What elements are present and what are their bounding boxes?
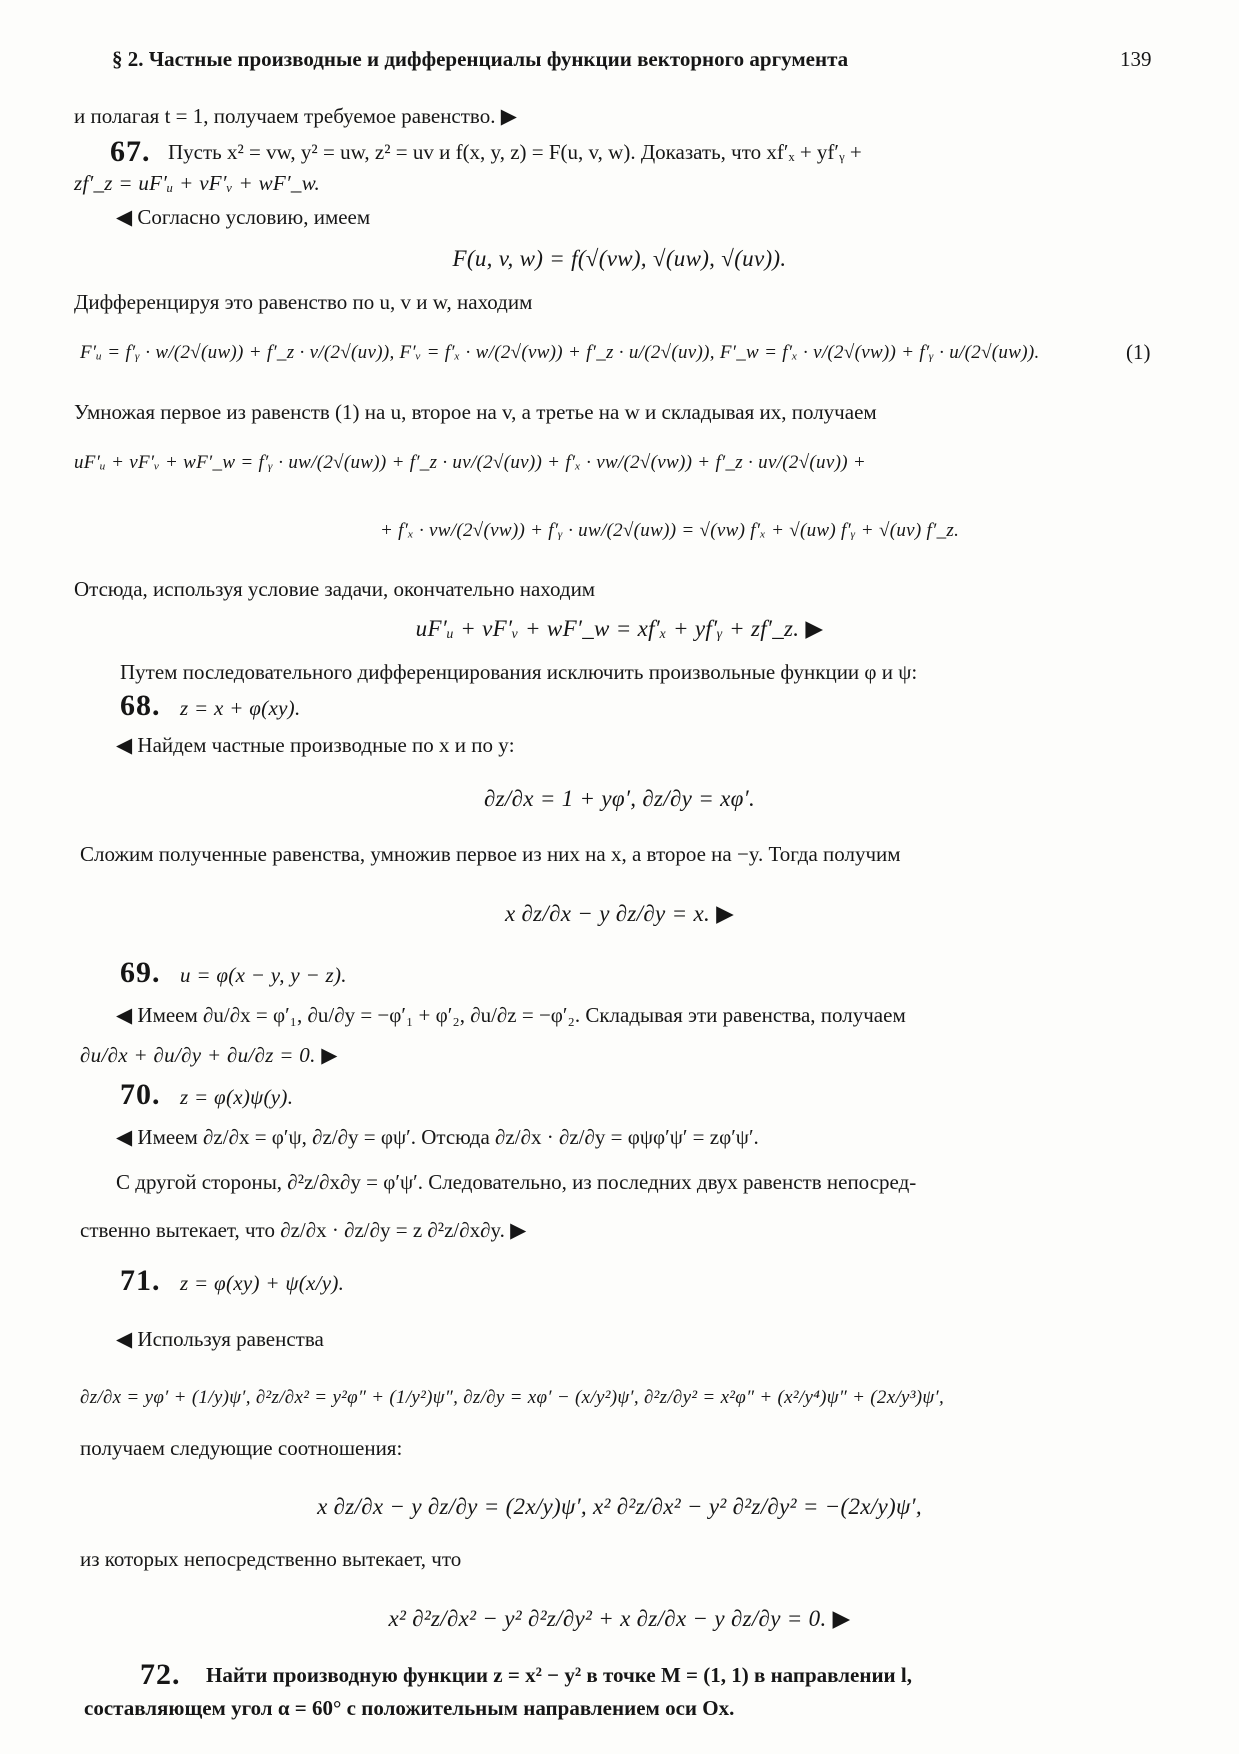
problem-68-solution-intro: ◀ Найдем частные производные по x и по y:	[116, 733, 515, 757]
problem-67-sum-line-1: uF′ᵤ + vF′ᵥ + wF′_w = f′ᵧ · uw/(2√(uw)) + f′_z · uv/(2√(uv)) + f′ₓ · vw/(2√(vw)) + f′_z · uv/(2√(uv)) +	[74, 452, 867, 473]
problem-68-number: 68.	[120, 689, 161, 722]
problem-67-solution-intro: ◀ Согласно условию, имеем	[116, 205, 371, 229]
problem-67-number: 67.	[110, 135, 151, 168]
problem-72-statement-line-1: Найти производную функции z = x² − y² в точке M = (1, 1) в направлении l,	[206, 1663, 912, 1687]
problems-68-71-intro: Путем последовательного дифференцирования исключить произвольные функции φ и ψ:	[120, 660, 918, 684]
problem-69-statement: u = φ(x − y, y − z).	[180, 963, 347, 987]
problem-67-sum-line-2: + f′ₓ · vw/(2√(vw)) + f′ᵧ · uw/(2√(uw)) = √(vw) f′ₓ + √(uw) f′ᵧ + √(uv) f′_z.	[380, 520, 960, 541]
problem-70-number: 70.	[120, 1078, 161, 1111]
running-header-title: § 2. Частные производные и дифференциалы функции векторного аргумента	[112, 47, 849, 71]
intro-line: и полагая t = 1, получаем требуемое равенство. ▶	[74, 104, 517, 128]
problem-68-statement: z = x + φ(xy).	[180, 696, 301, 720]
problem-72-statement-line-2: составляющем угол α = 60° с положительным направлением оси Ox.	[84, 1696, 735, 1720]
problem-71-formula-3: x² ∂²z/∂x² − y² ∂²z/∂y² + x ∂z/∂x − y ∂z/∂y = 0. ▶	[388, 1606, 851, 1631]
problem-71-text-3: из которых непосредственно вытекает, что	[80, 1547, 462, 1571]
equation-label-1: (1)	[1126, 340, 1151, 364]
problem-71-formula-1: ∂z/∂x = yφ′ + (1/y)ψ′, ∂²z/∂x² = y²φ″ + (1/y²)ψ″, ∂z/∂y = xφ′ − (x/y²)ψ′, ∂²z/∂y² = x²φ″ + (x²/y⁴)ψ″ + (2x/y³)ψ′,	[80, 1387, 944, 1408]
problem-69-number: 69.	[120, 956, 161, 989]
problem-67-formula-F: F(u, v, w) = f(√(vw), √(uw), √(uv)).	[452, 246, 787, 271]
problem-67-formula-1: F′ᵤ = f′ᵧ · w/(2√(uw)) + f′_z · v/(2√(uv)), F′ᵥ = f′ₓ · w/(2√(vw)) + f′_z · u/(2√(uv)), F′_w = f′ₓ · v/(2√(vw)) + f′ᵧ · u/(2√(uw)).	[80, 342, 1040, 363]
problem-71-statement: z = φ(xy) + ψ(x/y).	[180, 1271, 345, 1295]
problem-71-formula-2: x ∂z/∂x − y ∂z/∂y = (2x/y)ψ′, x² ∂²z/∂x² − y² ∂²z/∂y² = −(2x/y)ψ′,	[317, 1494, 922, 1519]
problem-71-solution-intro: ◀ Используя равенства	[116, 1327, 324, 1351]
problem-68-formula-1: ∂z/∂x = 1 + yφ′, ∂z/∂y = xφ′.	[484, 786, 755, 811]
problem-69-solution-line-2: ∂u/∂x + ∂u/∂y + ∂u/∂z = 0. ▶	[80, 1043, 338, 1067]
problem-71-text-2: получаем следующие соотношения:	[80, 1436, 403, 1460]
problem-67-final-text: Отсюда, используя условие задачи, окончательно находим	[74, 577, 596, 601]
problem-68-text-2: Сложим полученные равенства, умножив первое из них на x, а второе на −y. Тогда получим	[80, 842, 901, 866]
problem-67-final-formula: uF′ᵤ + vF′ᵥ + wF′_w = xf′ₓ + yf′ᵧ + zf′_z. ▶	[415, 616, 824, 641]
problem-67-multiply-text: Умножая первое из равенств (1) на u, второе на v, а третье на w и складывая их, получаем	[74, 400, 877, 424]
problem-67-statement-line-1: Пусть x² = vw, y² = uw, z² = uv и f(x, y, z) = F(u, v, w). Доказать, что xf′ₓ + yf′ᵧ +	[168, 140, 862, 164]
problem-67-diff-text: Дифференцируя это равенство по u, v и w, находим	[74, 290, 533, 314]
problem-72-number: 72.	[140, 1658, 181, 1691]
problem-68-formula-2: x ∂z/∂x − y ∂z/∂y = x. ▶	[504, 901, 735, 926]
problem-69-solution-line-1: ◀ Имеем ∂u/∂x = φ′₁, ∂u/∂y = −φ′₁ + φ′₂, ∂u/∂z = −φ′₂. Складывая эти равенства, получаем	[116, 1003, 906, 1027]
problem-67-statement-line-2: zf′_z = uF′ᵤ + vF′ᵥ + wF′_w.	[74, 171, 321, 195]
page-number: 139	[1120, 47, 1152, 71]
problem-71-number: 71.	[120, 1264, 161, 1297]
problem-70-solution-line-2: С другой стороны, ∂²z/∂x∂y = φ′ψ′. Следовательно, из последних двух равенств непосред-	[116, 1170, 917, 1194]
problem-70-solution-line-3: ственно вытекает, что ∂z/∂x · ∂z/∂y = z ∂²z/∂x∂y. ▶	[80, 1218, 527, 1242]
problem-70-statement: z = φ(x)ψ(y).	[180, 1085, 294, 1109]
problem-70-solution-line-1: ◀ Имеем ∂z/∂x = φ′ψ, ∂z/∂y = φψ′. Отсюда ∂z/∂x · ∂z/∂y = φψφ′ψ′ = zφ′ψ′.	[116, 1125, 759, 1149]
